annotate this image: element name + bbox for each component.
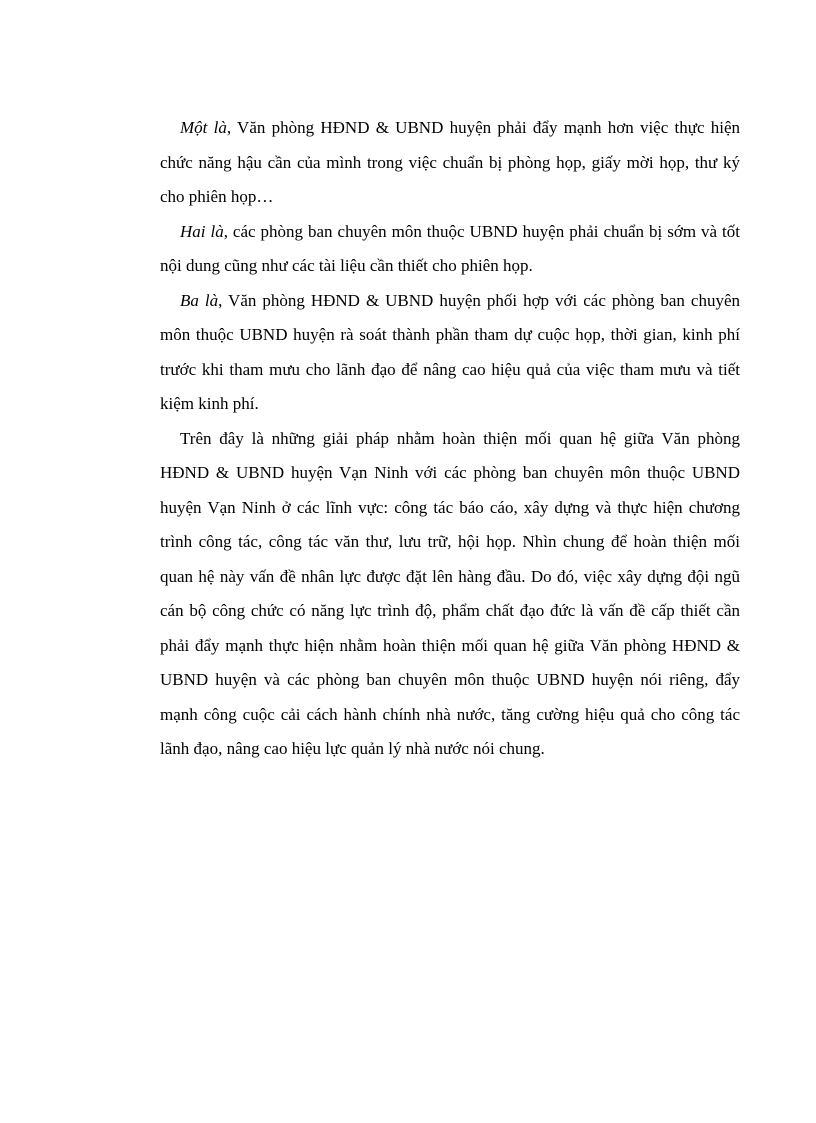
paragraph-text: Trên đây là những giải pháp nhằm hoàn thiện mối quan hệ giữa Văn phòng HĐND & UBND huyện Vạn Ninh với các phòng ban chuyên môn thuộc UBND huyện Vạn Ninh ở các lĩnh vực: công tác báo cáo, xây dựng và thực hiện chương trình công tác, công tác văn thư, lưu trữ, hội họp. Nhìn chung để hoàn thiện mối quan hệ này vấn đề nhân lực được đặt lên hàng đầu. Do đó, việc xây dựng đội ngũ cán bộ công chức có năng lực trình độ, phẩm chất đạo đức là vấn đề cấp thiết cần phải đẩy mạnh thực hiện nhằm hoàn thiện mối quan hệ giữa Văn phòng HĐND & UBND huyện và các phòng ban chuyên môn thuộc UBND huyện nói riêng, đẩy mạnh công cuộc cải cách hành chính nhà nước, tăng cường hiệu quả cho công tác lãnh đạo, nâng cao hiệu lực quản lý nhà nước nói chung. [160,428,740,758]
paragraph-text: , Văn phòng HĐND & UBND huyện phối hợp với các phòng ban chuyên môn thuộc UBND huyện rà soát thành phần tham dự cuộc họp, thời gian, kinh phí trước khi tham mưu cho lãnh đạo để nâng cao hiệu quả của việc tham mưu và tiết kiệm kinh phí. [160,290,741,413]
paragraph-hai-la [160,215,740,284]
paragraph-summary [160,422,740,767]
paragraph-text: , các phòng ban chuyên môn thuộc UBND huyện phải chuẩn bị sớm và tốt nội dung cũng như các tài liệu cần thiết cho phiên họp. [160,221,740,275]
paragraph-lead: Ba là [180,290,219,310]
document-body [160,111,740,767]
paragraph-ba-la [160,284,740,422]
paragraph-text: , Văn phòng HĐND & UBND huyện phải đẩy mạnh hơn việc thực hiện chức năng hậu cần của mình trong việc chuẩn bị phòng họp, giấy mời họp, thư ký cho phiên họp… [160,118,740,206]
paragraph-lead: Hai là [180,221,224,241]
paragraph-lead: Một là [180,118,227,137]
paragraph-mot-la [160,111,740,215]
